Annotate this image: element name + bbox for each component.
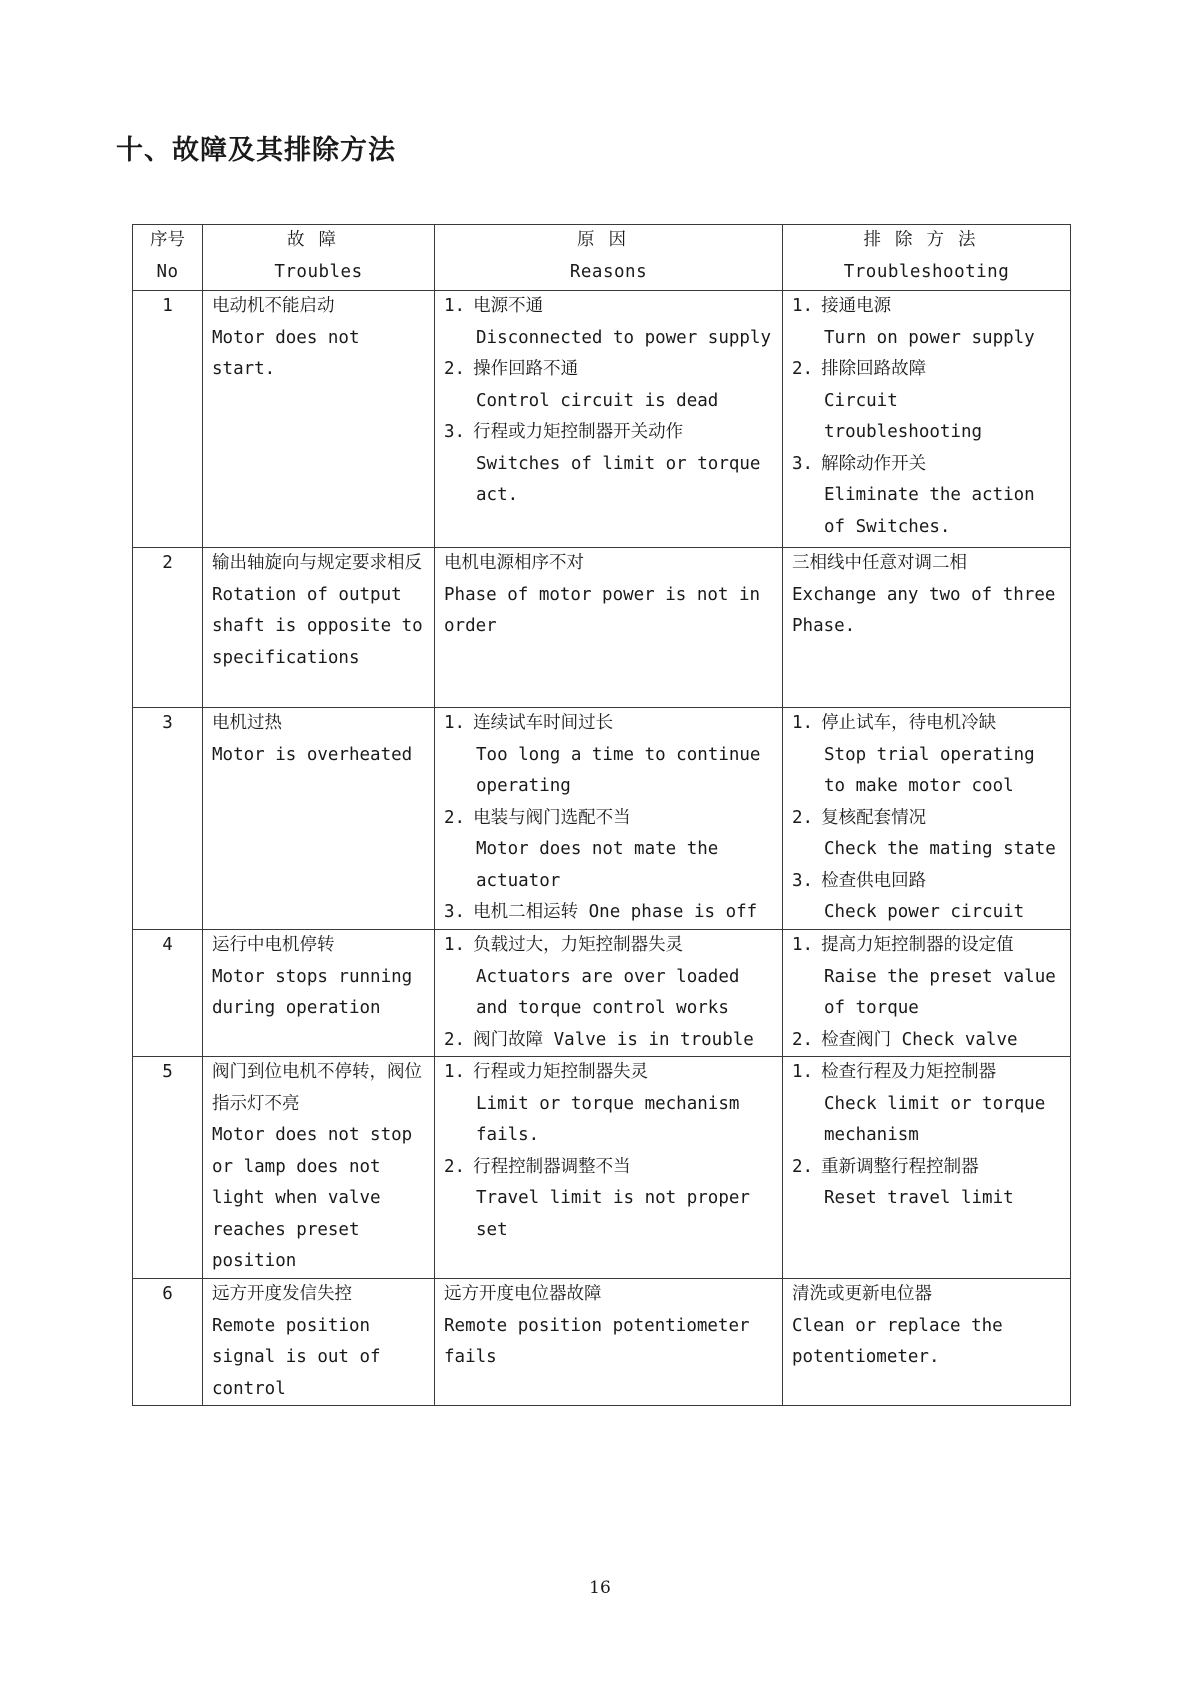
reason-item-cn: 3. 电机二相运转 One phase is off xyxy=(444,902,758,922)
table-row xyxy=(133,1057,1071,1279)
reason-item-cn: 2. 阀门故障 Valve is in trouble xyxy=(444,1029,754,1050)
reason-item-en: Switches of limit or torque act. xyxy=(476,453,761,505)
reason-item-en: Too long a time to continue operating xyxy=(476,744,761,796)
fix-item-cn: 3. 解除动作开关 xyxy=(792,453,927,474)
reason-item-cn: 2. 电装与阀门选配不当 xyxy=(444,807,631,828)
trouble-en: Motor does not start. xyxy=(212,327,360,379)
header-no-en: No xyxy=(156,261,179,282)
header-row xyxy=(133,225,1071,291)
fix-item-en: Check limit or torque mechanism xyxy=(824,1093,1046,1145)
trouble-en: Motor is overheated xyxy=(212,744,413,765)
trouble-cell xyxy=(203,291,435,548)
trouble-cell xyxy=(203,1057,435,1279)
trouble-cell xyxy=(203,708,435,930)
header-troubles-en: Troubles xyxy=(274,261,363,282)
table-row xyxy=(133,708,1071,930)
reason-en: Phase of motor power is not in order xyxy=(444,584,761,636)
header-troubleshooting xyxy=(783,225,1071,291)
fix-cell xyxy=(783,291,1071,548)
fix-item-en: Stop trial operating to make motor cool xyxy=(824,744,1035,796)
fix-item-cn: 1. 停止试车，待电机冷缺 xyxy=(792,713,997,733)
reason-item-en: Limit or torque mechanism fails. xyxy=(476,1093,740,1145)
trouble-cell xyxy=(203,930,435,1057)
fix-item-en: Turn on power supply xyxy=(824,327,1035,348)
fix-item-cn: 2. 检查阀门 Check valve xyxy=(792,1029,1018,1050)
reason-item-en: Travel limit is not proper set xyxy=(476,1188,750,1240)
table-row xyxy=(133,930,1071,1057)
fix-item-en: Raise the preset value of torque xyxy=(824,966,1056,1018)
reason-cell xyxy=(435,291,783,548)
fix-item-cn: 1. 检查行程及力矩控制器 xyxy=(792,1062,997,1082)
reason-item-en: One phase is off xyxy=(588,902,758,922)
trouble-cn: 阀门到位电机不停转，阀位指示灯不亮 xyxy=(212,1062,422,1114)
trouble-cn: 电动机不能启动 xyxy=(212,296,335,316)
header-no-cn: 序号 xyxy=(150,230,185,250)
trouble-en: Motor stops running during operation xyxy=(212,966,413,1018)
reason-item-en: Control circuit is dead xyxy=(476,390,719,411)
reason-cell xyxy=(435,708,783,930)
reason-item-en: Actuators are over loaded and torque control works xyxy=(476,966,740,1018)
reason-item-cn: 3. 行程或力矩控制器开关动作 xyxy=(444,422,684,442)
fix-item-en: Reset travel limit xyxy=(824,1188,1014,1208)
reason-cell xyxy=(435,1279,783,1406)
troubleshooting-table xyxy=(132,224,1071,1406)
table-row xyxy=(133,548,1071,708)
header-troubleshooting-cn: 排除方法 xyxy=(863,230,990,250)
reason-cell xyxy=(435,1057,783,1279)
fix-item-en: Eliminate the action of Switches. xyxy=(824,485,1035,537)
reason-cell xyxy=(435,930,783,1057)
header-troubleshooting-en: Troubleshooting xyxy=(843,261,1010,282)
row-number: 5 xyxy=(133,1057,203,1279)
fix-cell xyxy=(783,1279,1071,1406)
fix-item-cn: 2. 排除回路故障 xyxy=(792,359,927,379)
fix-item-cn: 1. 提高力矩控制器的设定值 xyxy=(792,935,1014,955)
reason-item-cn: 2. 操作回路不通 xyxy=(444,359,579,379)
reason-item-cn: 1. 电源不通 xyxy=(444,296,544,316)
reason-item-cn: 1. 行程或力矩控制器失灵 xyxy=(444,1062,649,1082)
header-reasons-cn: 原因 xyxy=(577,230,640,250)
header-troubles xyxy=(203,225,435,291)
trouble-cn: 运行中电机停转 xyxy=(212,935,335,955)
row-number: 2 xyxy=(133,548,203,708)
fix-cell xyxy=(783,930,1071,1057)
fix-item-en: Check the mating state xyxy=(824,839,1056,859)
row-number: 6 xyxy=(133,1279,203,1406)
reason-en: Remote position potentiometer fails xyxy=(444,1315,750,1367)
trouble-cell xyxy=(203,1279,435,1406)
fix-item-cn: 2. 重新调整行程控制器 xyxy=(792,1156,979,1177)
fix-item-en: Check power circuit xyxy=(824,902,1025,922)
reason-item-cn: 1. 连续试车时间过长 xyxy=(444,713,614,733)
fix-en: Exchange any two of three Phase. xyxy=(792,584,1056,636)
table-row xyxy=(133,291,1071,548)
table-row xyxy=(133,1279,1071,1406)
trouble-en: Remote position signal is out of control xyxy=(212,1315,381,1399)
fix-cn: 清洗或更新电位器 xyxy=(792,1284,932,1304)
fix-cell xyxy=(783,548,1071,708)
header-reasons xyxy=(435,225,783,291)
row-number: 4 xyxy=(133,930,203,1057)
trouble-en: Motor does not stop or lamp does not light when valve reaches preset position xyxy=(212,1125,413,1271)
reason-item-cn: 2. 行程控制器调整不当 xyxy=(444,1156,631,1177)
fix-item-en: Circuit troubleshooting xyxy=(824,390,983,442)
reason-item-en: Valve is in trouble xyxy=(553,1029,754,1050)
header-troubles-cn: 故障 xyxy=(287,230,350,250)
fix-item-cn: 1. 接通电源 xyxy=(792,296,892,316)
fix-cell xyxy=(783,708,1071,930)
trouble-en: Rotation of output shaft is opposite to specifications xyxy=(212,584,423,668)
header-reasons-en: Reasons xyxy=(569,261,648,282)
trouble-cn: 远方开度发信失控 xyxy=(212,1284,352,1304)
fix-item-en: Check valve xyxy=(901,1029,1018,1050)
reason-item-en: Disconnected to power supply xyxy=(476,327,772,348)
fix-item-cn: 2. 复核配套情况 xyxy=(792,807,927,828)
header-no xyxy=(133,225,203,291)
fix-item-cn: 3. 检查供电回路 xyxy=(792,870,927,891)
row-number: 3 xyxy=(133,708,203,930)
reason-item-en: Motor does not mate the actuator xyxy=(476,839,719,891)
trouble-cn: 输出轴旋向与规定要求相反 xyxy=(212,553,422,573)
page-number: 16 xyxy=(589,1578,611,1598)
trouble-cn: 电机过热 xyxy=(212,713,282,733)
fix-en: Clean or replace the potentiometer. xyxy=(792,1315,1003,1367)
fix-cell xyxy=(783,1057,1071,1279)
reason-item-cn: 1. 负载过大，力矩控制器失灵 xyxy=(444,935,684,955)
reason-cn: 远方开度电位器故障 xyxy=(444,1284,602,1304)
fix-cn: 三相线中任意对调二相 xyxy=(792,553,967,573)
row-number: 1 xyxy=(133,291,203,548)
section-heading: 十、故障及其排除方法 xyxy=(116,135,396,166)
trouble-cell xyxy=(203,548,435,708)
reason-cn: 电机电源相序不对 xyxy=(444,553,584,573)
reason-cell xyxy=(435,548,783,708)
